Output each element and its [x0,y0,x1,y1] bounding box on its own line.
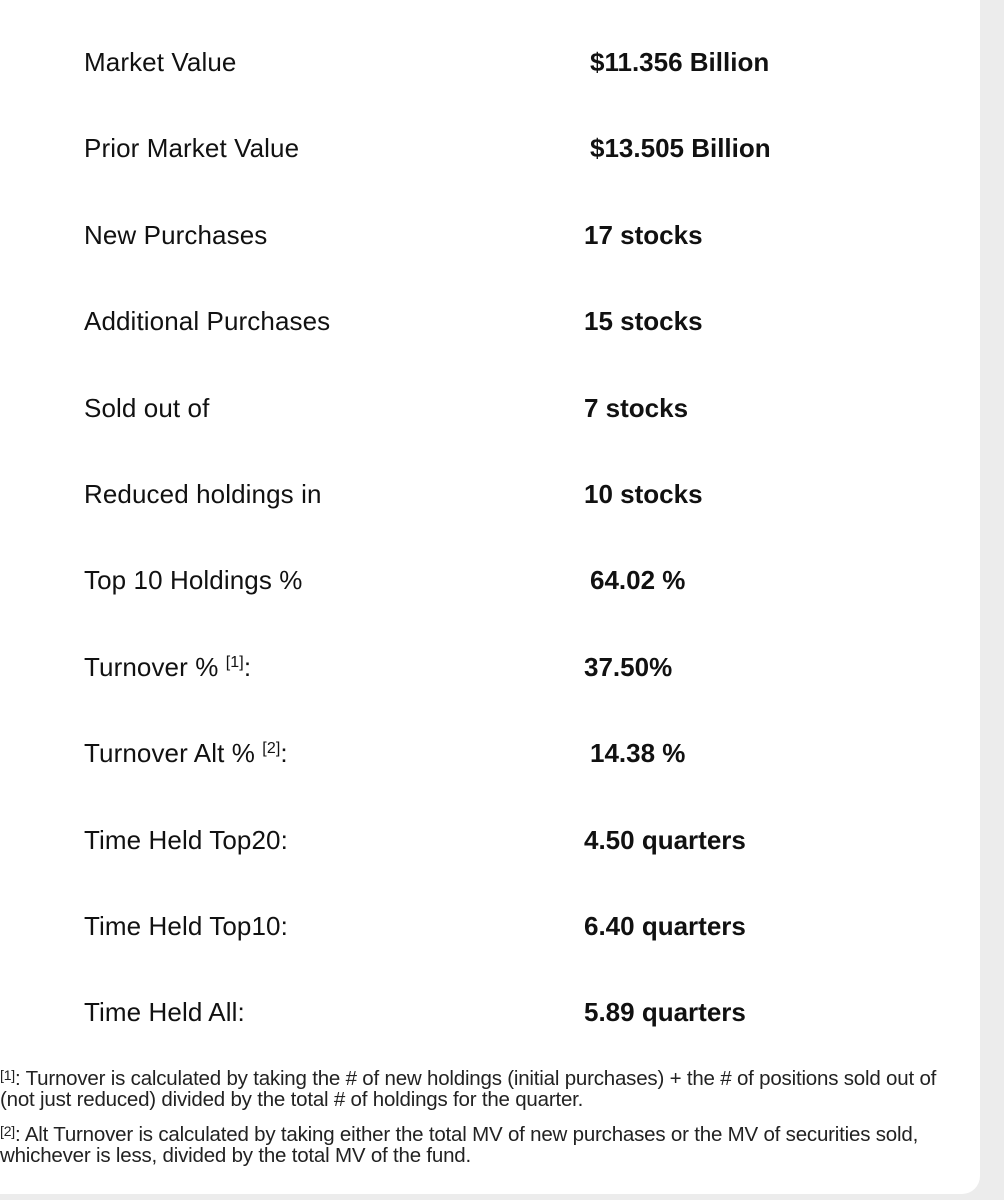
footnote-mark: [1] [0,1067,15,1083]
stat-label-text: Turnover Alt % [84,738,263,769]
stat-row-new-purchases [0,191,980,277]
stat-value: 37.50% [584,651,673,682]
stat-label-suffix: : [243,651,252,682]
footnote-1 [0,1068,975,1110]
stat-label: Time Held Top20: [84,824,288,855]
stat-label [84,733,288,773]
stat-label: Reduced holdings in [84,478,322,509]
stat-row-time-held-top10 [0,882,980,968]
stat-value: 6.40 quarters [584,910,746,941]
stat-value: $13.505 Billion [590,133,771,164]
stat-value: 64.02 % [590,565,686,596]
stat-row-additional-purchases [0,277,980,363]
stat-row-reduced-holdings [0,450,980,536]
stat-label: Additional Purchases [84,306,331,337]
stat-row-time-held-top20 [0,796,980,882]
footnote-text: : Alt Turnover is calculated by taking either the total MV of new purchases or the MV of securities sold, whichever is less, divided by the total MV of the fund. [0,1123,919,1167]
footnote-mark: [2] [0,1123,15,1139]
stat-row-turnover [0,623,980,709]
stat-label: Sold out of [84,392,210,423]
stat-row-top10-holdings [0,536,980,622]
stat-row-market-value [0,18,980,104]
footnote-text: : Turnover is calculated by taking the # of new holdings (initial purchases) + the # of positions sold out of (not just reduced) divided by the total # of holdings for the quarter. [0,1067,937,1111]
stat-label: New Purchases [84,219,268,250]
stat-value: 4.50 quarters [584,824,746,855]
stat-value: $11.356 Billion [590,47,770,77]
stat-label-text: Turnover % [84,651,226,682]
stat-label [84,647,251,687]
stat-label: Market Value [84,47,237,77]
stat-value: 7 stocks [584,392,689,423]
stat-value: 17 stocks [584,219,703,250]
footnote-2 [0,1124,975,1166]
footnote-ref-1: [1] [225,653,244,671]
stat-label-suffix: : [280,738,288,769]
stat-value: 10 stocks [584,478,703,509]
footnote-ref-2: [2] [262,740,281,758]
stat-value: 5.89 quarters [584,997,746,1028]
footnotes [0,1068,975,1180]
stat-row-prior-market-value [0,104,980,190]
stat-value: 14.38 % [590,738,686,769]
stat-row-turnover-alt [0,709,980,795]
stat-row-sold-out [0,364,980,450]
stat-label: Top 10 Holdings % [84,565,303,596]
stat-value: 15 stocks [584,306,703,337]
stat-label: Time Held Top10: [84,910,288,941]
stats-table [0,18,980,1055]
stat-label: Time Held All: [84,997,245,1028]
stat-row-time-held-all [0,968,980,1054]
stat-label: Prior Market Value [84,133,300,164]
